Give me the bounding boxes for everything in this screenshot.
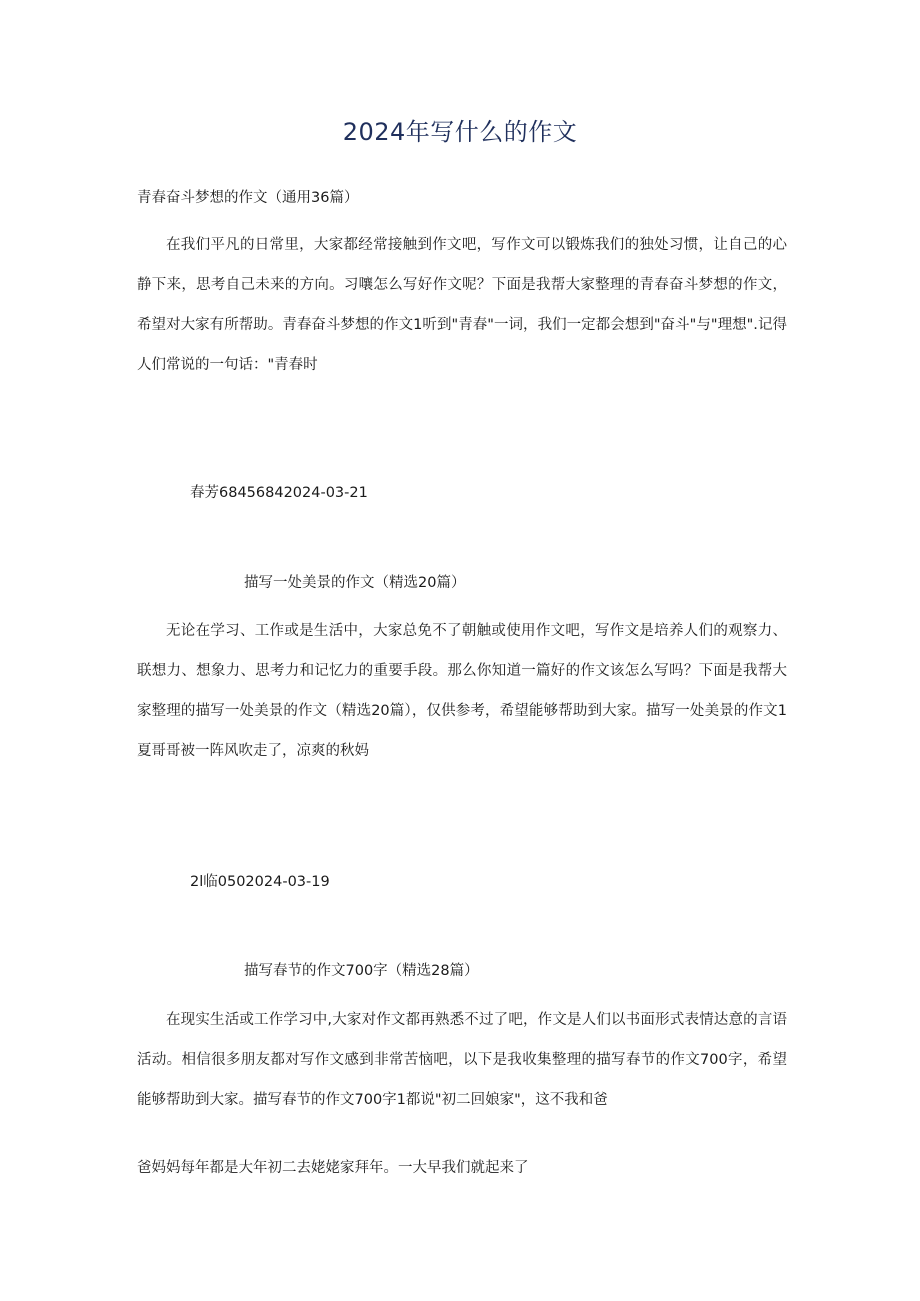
article-heading: 描写一处美景的作文（精选20篇） bbox=[244, 575, 466, 591]
article-body: 在我们平凡的日常里，大家都经常接触到作文吧，写作文可以锻炼我们的独处习惯，让自己的心静下来，思考自己未来的方向。习嚷怎么写好作文呢？下面是我帮大家整理的青春奋斗梦想的作文，希望对大家有所帮助。青春奋斗梦想的作文1听到"青春"一词，我们一定都会想到"奋斗"与"理想".记得人们常说的一句话："青春时 bbox=[137, 237, 787, 373]
article-body: 无论在学习、工作或是生活中，大家总免不了朝触或使用作文吧，写作文是培养人们的观察力、联想力、想象力、思考力和记忆力的重要手段。那么你知道一篇好的作文该怎么写吗？下面是我帮大家整理的描写一处美景的作文（精选20篇），仅供参考，希望能够帮助到大家。描写一处美景的作文1夏哥哥被一阵风吹走了，凉爽的秋妈 bbox=[137, 623, 787, 759]
article-body: 在现实生活或工作学习中,大家对作文都再熟悉不过了吧，作文是人们以书面形式表情达意的言语活动。相信很多朋友都对写作文感到非常苦恼吧，以下是我收集整理的描写春节的作文700字，希望能够帮助到大家。描写春节的作文700字1都说"初二回娘家"，这不我和爸 bbox=[137, 1012, 787, 1108]
article-continuation: 爸妈妈每年都是大年初二去姥姥家拜年。一大早我们就起来了 bbox=[137, 1160, 529, 1176]
article-heading: 青春奋斗梦想的作文（通用36篇） bbox=[137, 190, 359, 206]
article-meta: 2l临0502024-03-19 bbox=[190, 874, 330, 890]
article-meta: 春芳68456842024-03-21 bbox=[190, 485, 368, 501]
article-heading: 描写春节的作文700字（精选28篇） bbox=[244, 963, 479, 979]
document-title: 2024年写什么的作文 bbox=[342, 118, 578, 146]
